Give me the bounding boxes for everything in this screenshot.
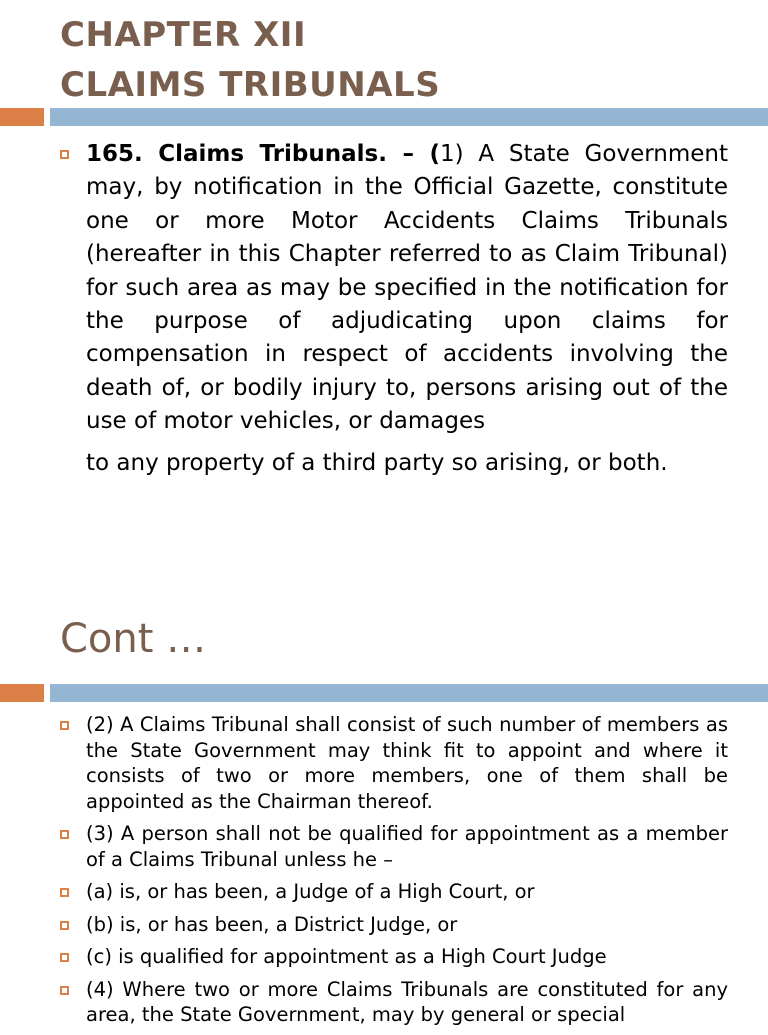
bullet-text: (a) is, or has been, a Judge of a High Court, or [86,880,535,903]
list-item [58,821,728,872]
title-line-2: CLAIMS TRIBUNALS [60,65,441,105]
section-heading: 165. Claims Tribunals. – ( [86,141,440,167]
square-bullet-icon [60,888,69,897]
list-item [58,138,728,480]
bullet-text: (c) is qualified for appointment as a High Court Judge [86,945,607,968]
square-bullet-icon [60,830,69,839]
accent-bar-blue [50,684,768,702]
bullet-text: (3) A person shall not be qualified for appointment as a member of a Claims Tribunal unless he – [86,822,728,871]
bullet-text-last-line: to any property of a third party so arising, or both. [86,449,668,476]
bullet-list [58,138,728,480]
list-item [58,712,728,814]
slide-title: Cont … [60,616,207,662]
bullet-text: (4) Where two or more Claims Tribunals are constituted for any area, the State Government, may by general or special [86,977,728,1026]
accent-bar-blue [50,108,768,126]
square-bullet-icon [60,150,69,159]
square-bullet-icon [60,986,69,995]
bullet-text: (2) A Claims Tribunal shall consist of such number of members as the State Government may think fit to appoint and where it consists of two or more members, one of them shall be appointed as the Chairman thereof. [86,713,728,813]
accent-bar-orange [0,108,44,126]
square-bullet-icon [60,721,69,730]
square-bullet-icon [60,921,69,930]
accent-bar-orange [0,684,44,702]
bullet-text: (b) is, or has been, a District Judge, or [86,912,458,936]
square-bullet-icon [60,953,69,962]
bullet-list [58,712,728,1035]
list-item [58,977,728,1028]
slide-2 [0,600,768,1024]
slide-title [60,10,440,110]
list-item [58,879,728,905]
list-item [58,912,728,938]
list-item [58,944,728,970]
bullet-text: 1) A State Government may, by notification in the Official Gazette, constitute one or more Motor Accidents Claims Tribunals (hereafter in this Chapter referred to as Claim Tribunal) for such area as may be specified in the notification for the purpose of adjudicating upon claims for compensation in respect of accidents involving the death of, or bodily injury to, persons arising out of the use of motor vehicles, or damages [86,141,728,435]
title-line-1: CHAPTER XII [60,15,307,55]
